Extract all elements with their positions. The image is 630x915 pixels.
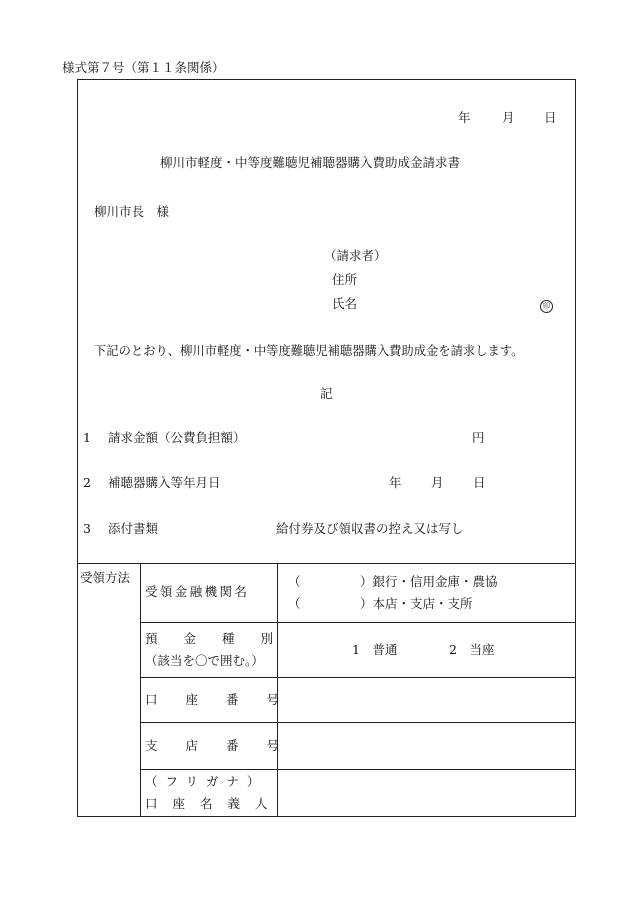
bank-line2-open: （: [288, 596, 301, 611]
item3-value: 給付券及び領収書の控え又は写し: [276, 521, 464, 536]
item2-day-label: 日: [473, 475, 486, 490]
table-divider-method: [140, 563, 141, 817]
item3-label: 添付書類: [108, 521, 159, 536]
item1-unit: 円: [472, 430, 485, 445]
item2-month-label: 月: [431, 475, 444, 490]
deposit-option-ordinary: 1 普通: [352, 642, 398, 657]
bank-line1-types: ）銀行・信用金庫・農協: [360, 574, 498, 589]
form-number-label: 様式第７号（第１１条関係）: [62, 60, 225, 75]
item1-number: 1: [83, 430, 91, 445]
table-top-border: [77, 563, 576, 564]
bank-line2-branch-types: ）本店・支店・支所: [360, 596, 473, 611]
date-year-label: 年: [458, 110, 471, 125]
table-divider-label: [277, 563, 278, 817]
deposit-type-note: （該当を〇で囲む。）: [145, 653, 264, 668]
branch-number-label: 支店番号: [145, 738, 308, 753]
account-holder-label: 口座名義人: [145, 796, 283, 811]
document-title: 柳川市軽度・中等度難聴児補聴器購入費助成金請求書: [160, 155, 461, 170]
deposit-option-current: 2 当座: [449, 642, 495, 657]
table-row-border-2: [140, 677, 576, 678]
receipt-method-label: 受領方法: [80, 570, 131, 585]
requester-name-label: 氏名: [332, 296, 358, 311]
deposit-type-label: 預金種別: [145, 631, 300, 646]
ki-heading: 記: [320, 386, 333, 401]
bank-name-label: 受領金融機関名: [145, 584, 250, 599]
date-month-label: 月: [502, 110, 515, 125]
item2-number: 2: [83, 475, 91, 490]
item1-label: 請求金額（公費負担額）: [108, 430, 246, 445]
requester-heading: （請求者）: [324, 248, 387, 263]
request-statement: 下記のとおり、柳川市軽度・中等度難聴児補聴器購入費助成金を請求します。: [94, 344, 524, 358]
requester-address-label: 住所: [332, 272, 358, 287]
account-number-label: 口座番号: [145, 692, 308, 707]
table-row-border-1: [140, 622, 576, 623]
furigana-label: （フリガナ）: [145, 774, 268, 789]
seal-mark-icon: 印: [540, 298, 553, 313]
bank-line1-open: （: [288, 574, 301, 589]
table-row-border-4: [140, 769, 576, 770]
date-day-label: 日: [544, 110, 557, 125]
item2-label: 補聴器購入等年月日: [108, 475, 221, 490]
item2-year-label: 年: [389, 475, 402, 490]
item3-number: 3: [83, 521, 91, 536]
addressee: 柳川市長 様: [94, 204, 170, 219]
table-row-border-3: [140, 722, 576, 723]
